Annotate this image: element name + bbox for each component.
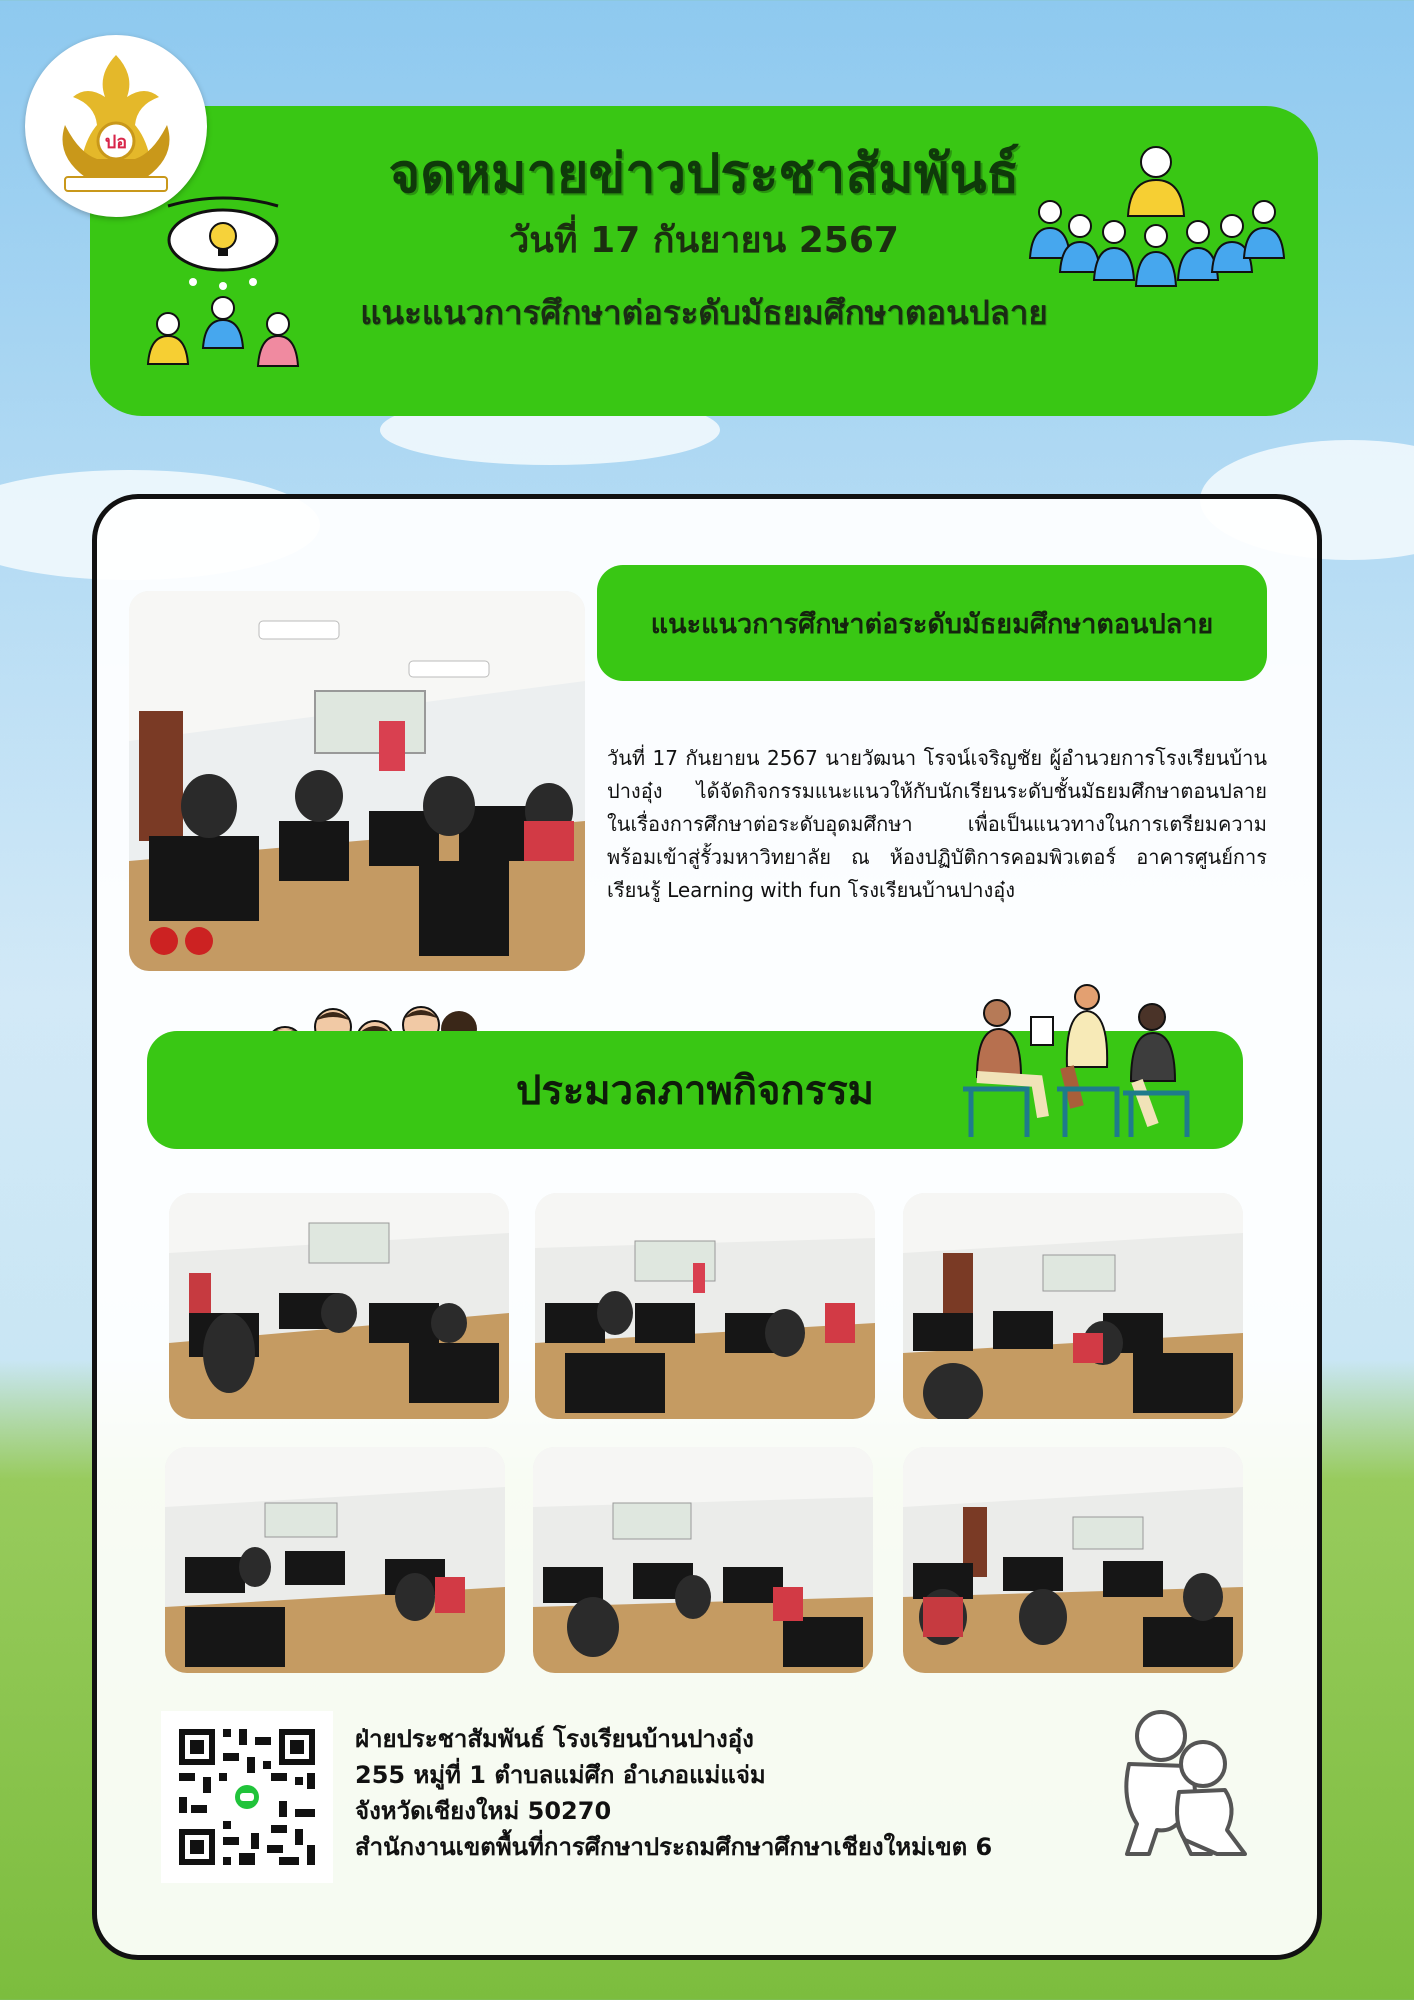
contact-province: จังหวัดเชียงใหม่ 50270 — [355, 1797, 612, 1825]
article-heading: แนะแนวการศึกษาต่อระดับมัธยมศึกษาตอนปลาย — [597, 565, 1267, 681]
newsletter-date: วันที่ 17 กันยายน 2567 — [509, 220, 899, 261]
contact-department: ฝ่ายประชาสัมพันธ์ โรงเรียนบ้านปางอุ๋ง — [355, 1725, 754, 1753]
gallery-photo — [533, 1447, 873, 1673]
svg-text:ปอ: ปอ — [104, 132, 128, 153]
content-panel — [92, 494, 1322, 1960]
contact-address: 255 หมู่ที่ 1 ตำบลแม่ศึก อำเภอแม่แจ่ม — [355, 1761, 766, 1789]
gallery-photo — [169, 1193, 509, 1419]
crowd-illustration — [1028, 136, 1298, 316]
header-banner — [90, 106, 1318, 416]
counseling-illustration — [947, 977, 1217, 1147]
gallery-photo — [535, 1193, 875, 1419]
contact-info — [355, 1721, 992, 1865]
line-qr-code[interactable] — [161, 1711, 333, 1883]
gallery-photo — [165, 1447, 505, 1673]
activity-gallery-title: ประมวลภาพกิจกรรม — [147, 1031, 1243, 1149]
main-photo — [129, 591, 585, 971]
school-logo — [25, 35, 207, 217]
article-body: วันที่ 17 กันยายน 2567 นายวัฒนา โรจน์เจริญชัย ผู้อำนวยการโรงเรียนบ้านปางอุ๋ง ได้จัดกิจกรรมแนะแนวให้กับนักเรียนระดับชั้นมัธยมศึกษาตอนปลาย ในเรื่องการศึกษาต่อระดับอุดมศึกษา เพื่อเป็นแนวทางในการเตรียมความพร้อมเข้าสู่รั้วมหาวิทยาลัย ณ ห้องปฏิบัติการคอมพิวเตอร์ อาคารศูนย์การเรียนรู้ Learning with fun โรงเรียนบ้านปางอุ๋ง — [607, 746, 1267, 902]
idea-group-illustration — [138, 196, 308, 396]
newsletter-title: จดหมายข่าวประชาสัมพันธ์ — [388, 142, 1020, 205]
sitting-figures-illustration — [1107, 1704, 1257, 1874]
contact-office: สำนักงานเขตพื้นที่การศึกษาประถมศึกษาศึกษาเชียงใหม่เขต 6 — [355, 1833, 993, 1861]
newsletter-subtitle: แนะแนวการศึกษาต่อระดับมัธยมศึกษาตอนปลาย — [360, 293, 1048, 332]
gallery-photo — [903, 1193, 1243, 1419]
gallery-photo — [903, 1447, 1243, 1673]
